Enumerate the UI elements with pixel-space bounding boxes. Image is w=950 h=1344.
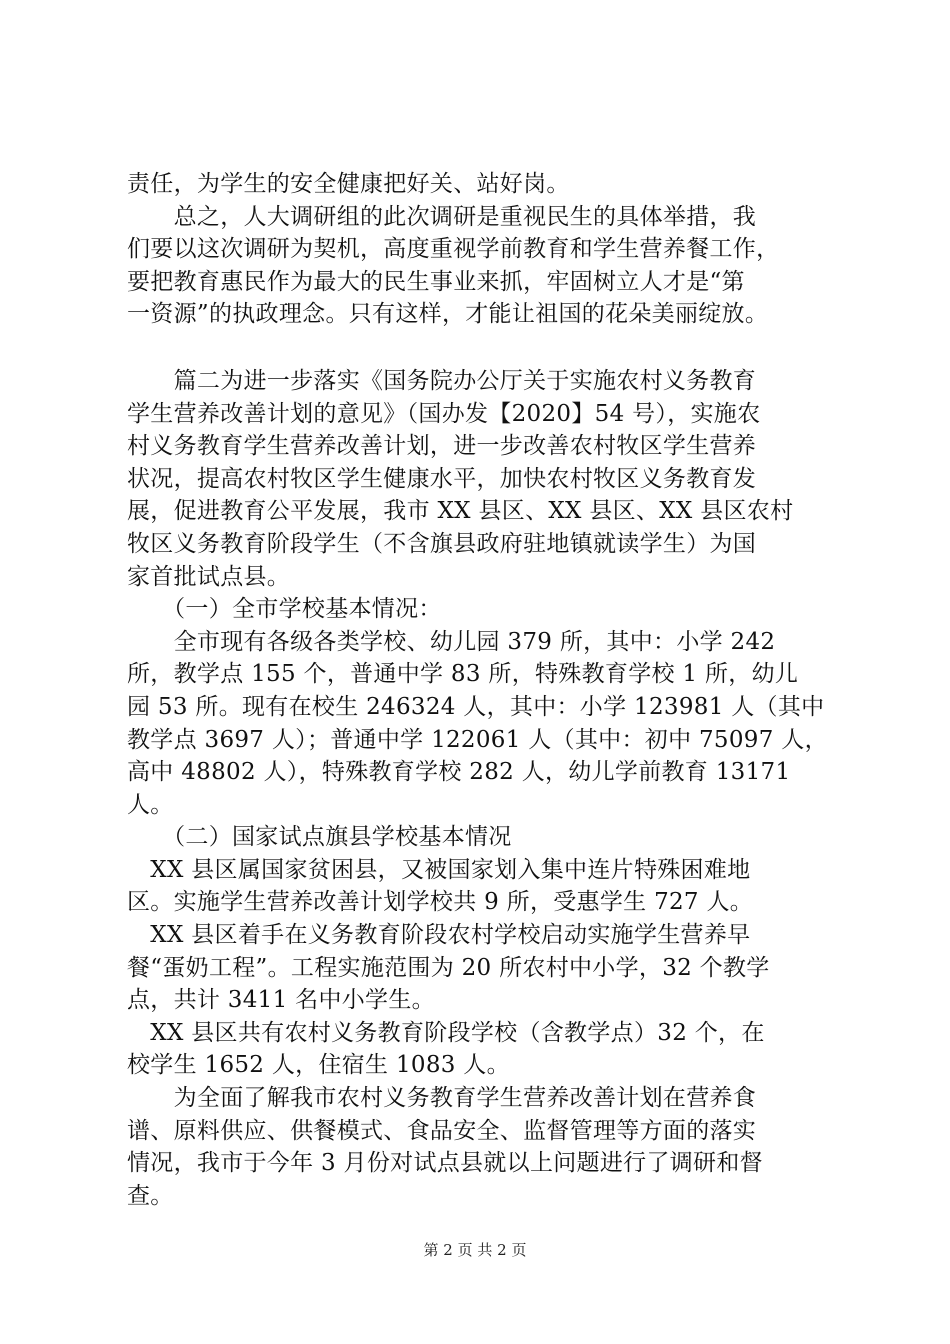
text-line: 点，共计 3411 名中小学生。	[127, 987, 435, 1014]
paragraph-gap	[127, 331, 837, 365]
text-line: 情况，我市于今年 3 月份对试点县就以上问题进行了调研和督	[127, 1150, 763, 1177]
text-line: 展，促进教育公平发展，我市 XX 县区、XX 县区、XX 县区农村	[127, 498, 794, 525]
text-line: XX 县区属国家贫困县，又被国家划入集中连片特殊困难地	[127, 856, 751, 883]
page-footer: 第 2 页 共 2 页	[423, 1241, 527, 1259]
text-line: 村义务教育学生营养改善计划，进一步改善农村牧区学生营养	[127, 433, 757, 460]
text-line: 园 53 所。现有在校生 246324 人，其中：小学 123981 人（其中	[127, 693, 825, 720]
text-line: 校学生 1652 人，住宿生 1083 人。	[127, 1052, 510, 1079]
text-line: XX 县区共有农村义务教育阶段学校（含教学点）32 个，在	[127, 1019, 765, 1046]
text-line: 要把教育惠民作为最大的民生事业来抓，牢固树立人才是“第	[127, 268, 745, 295]
text-line: 一资源”的执政理念。只有这样，才能让祖国的花朵美丽绽放。	[127, 301, 769, 328]
text-line: 责任，为学生的安全健康把好关、站好岗。	[127, 171, 570, 197]
text-line: 人。	[127, 791, 174, 818]
text-line: 教学点 3697 人）；普通中学 122061 人（其中：初中 75097 人，	[127, 726, 828, 753]
text-line: XX 县区着手在义务教育阶段农村学校启动实施学生营养早	[127, 922, 751, 949]
text-line: 篇二为进一步落实《国务院办公厅关于实施农村义务教育	[127, 367, 757, 394]
document-body	[127, 168, 837, 1212]
text-line: 区。实施学生营养改善计划学校共 9 所，受惠学生 727 人。	[127, 889, 754, 916]
text-line: （一）全市学校基本情况：	[127, 596, 442, 623]
text-line: 全市现有各级各类学校、幼儿园 379 所，其中：小学 242	[127, 628, 776, 655]
text-line: 们要以这次调研为契机，高度重视学前教育和学生营养餐工作，	[127, 236, 780, 263]
text-line: 牧区义务教育阶段学生（不含旗县政府驻地镇就读学生）为国	[127, 530, 757, 557]
text-line: 所，教学点 155 个，普通中学 83 所，特殊教育学校 1 所，幼儿	[127, 661, 799, 688]
text-line: 学生营养改善计划的意见》（国办发【2020】54 号），实施农	[127, 400, 761, 427]
text-line: 总之，人大调研组的此次调研是重视民生的具体举措，我	[127, 203, 757, 230]
text-line: 查。	[127, 1182, 174, 1209]
text-line: 状况，提高农村牧区学生健康水平，加快农村牧区义务教育发	[127, 465, 757, 492]
text-line: （二）国家试点旗县学校基本情况	[127, 824, 512, 851]
text-line: 家首批试点县。	[127, 563, 291, 590]
text-line: 为全面了解我市农村义务教育学生营养改善计划在营养食	[127, 1085, 757, 1112]
text-line: 高中 48802 人），特殊教育学校 282 人，幼儿学前教育 13171	[127, 759, 791, 786]
text-line: 餐“蛋奶工程”。工程实施范围为 20 所农村中小学，32 个教学	[127, 954, 770, 981]
text-line: 谱、原料供应、供餐模式、食品安全、监督管理等方面的落实	[127, 1117, 757, 1144]
